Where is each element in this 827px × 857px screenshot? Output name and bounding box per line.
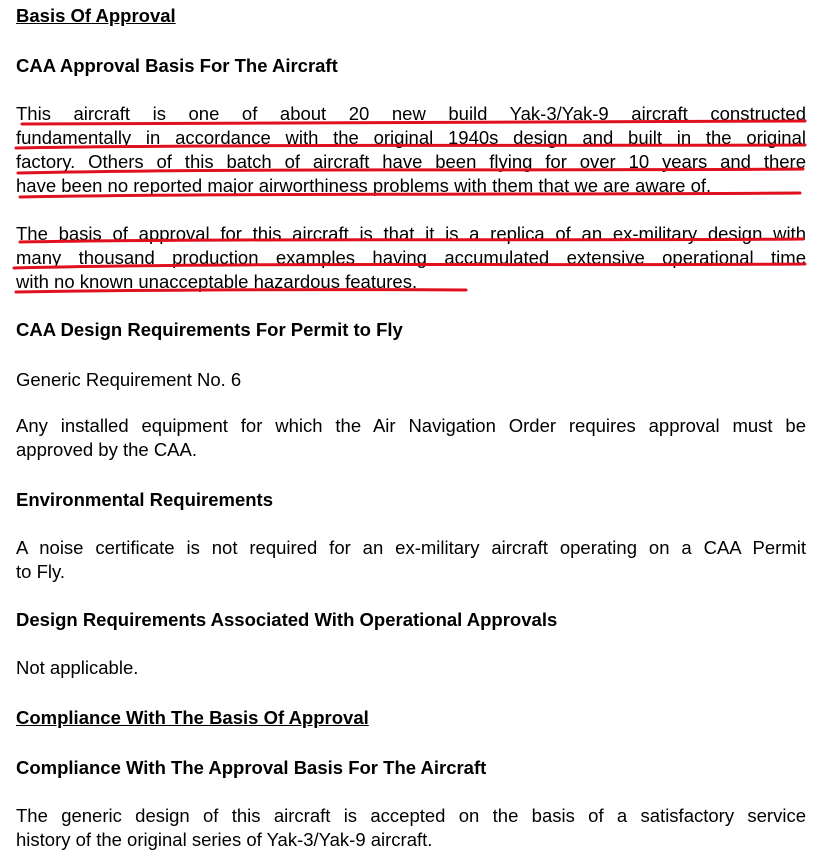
section-title-compliance: Compliance With The Basis Of Approval [16,707,369,728]
paragraph-aircraft-description [16,102,806,198]
generic-requirement-text: Generic Requirement No. 6 [16,369,242,390]
section-title-basis-of-approval: Basis Of Approval [16,5,176,26]
paragraph-line: history of the original series of Yak-3/Yak-9 aircraft. [16,829,433,850]
paragraph-line: many thousand production examples having accumulated extensive operational time [16,247,806,268]
paragraph-basis-of-approval [16,222,806,294]
paragraph-installed-equipment [16,414,806,462]
subheading-compliance-approval-basis: Compliance With The Approval Basis For The Aircraft [16,757,487,778]
subheading-operational-approvals: Design Requirements Associated With Operational Approvals [16,609,558,630]
paragraph-line: with no known unacceptable hazardous features. [16,271,418,292]
subheading-environmental-requirements: Environmental Requirements [16,489,274,510]
paragraph-generic-design [16,804,806,852]
paragraph-line: approved by the CAA. [16,439,197,460]
paragraph-line: A noise certificate is not required for an ex-military aircraft operating on a CAA Permit [16,537,806,558]
paragraph-line: have been no reported major airworthiness problems with them that we are aware of. [16,175,712,196]
subheading-caa-approval-basis: CAA Approval Basis For The Aircraft [16,55,338,76]
paragraph-line: factory. Others of this batch of aircraft have been flying for over 10 years and there [16,151,806,172]
paragraph-not-applicable: Not applicable. [16,657,139,678]
paragraph-line: Any installed equipment for which the Air Navigation Order requires approval must be [16,415,806,436]
paragraph-line: fundamentally in accordance with the original 1940s design and built in the original [16,127,806,148]
paragraph-line: The basis of approval for this aircraft is that it is a replica of an ex-military design with [16,223,806,244]
paragraph-noise-certificate [16,536,806,584]
paragraph-line: The generic design of this aircraft is accepted on the basis of a satisfactory service [16,805,806,826]
paragraph-line: This aircraft is one of about 20 new build Yak-3/Yak-9 aircraft constructed [16,103,806,124]
paragraph-line: to Fly. [16,561,65,582]
subheading-caa-design-requirements: CAA Design Requirements For Permit to Fly [16,319,403,340]
